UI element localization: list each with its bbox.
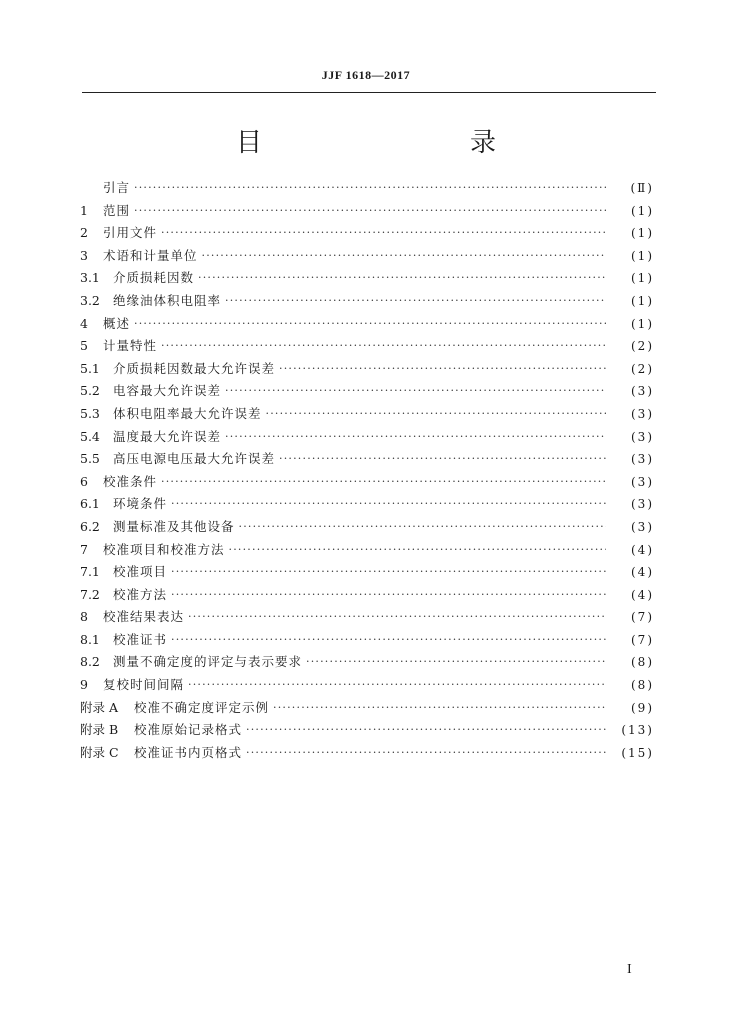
toc-entry-title: 测量不确定度的评定与表示要求 [113,654,303,670]
toc-entry-number: 7.2 [80,586,100,602]
toc-entry-page: (3) [631,384,654,399]
toc-leader-dots [134,199,606,213]
toc-entry-page: (Ⅱ) [630,181,654,195]
toc-entry[interactable] [80,335,654,358]
toc-entry-title: 电容最大允许误差 [113,383,222,399]
toc-entry-title: 温度最大允许误差 [113,428,222,444]
toc-leader-dots [225,425,606,439]
toc-entry[interactable] [80,222,654,245]
toc-entry-title: 校准结果表达 [103,609,185,625]
toc-entry-title: 环境条件 [113,496,168,512]
toc-entry[interactable] [80,177,654,200]
toc-entry[interactable] [80,313,654,336]
toc-entry-number: 5.2 [80,383,100,399]
toc-entry-title: 校准不确定度评定示例 [134,699,270,715]
toc-leader-dots [225,289,606,303]
toc-entry-title: 引言 [103,180,131,195]
toc-entry-title: 校准项目和校准方法 [103,541,225,557]
toc-entry[interactable] [80,584,654,607]
header-rule [82,92,656,93]
toc-entry-title: 复校时间间隔 [103,677,185,693]
toc-entry-page: (1) [631,248,654,263]
toc-leader-dots [171,492,606,506]
toc-entry-title: 绝缘油体积电阻率 [113,292,222,308]
toc-entry[interactable] [80,403,654,426]
toc-entry-page: (7) [631,610,654,625]
toc-entry-page: (9) [631,700,654,715]
toc-entry[interactable] [80,674,654,697]
toc-entry[interactable] [80,471,654,494]
toc-entry-title: 校准原始记录格式 [134,722,243,738]
toc-entry-page: (13) [621,723,654,738]
toc-leader-dots [171,628,606,642]
toc-entry-number: 附录 A [80,699,119,715]
toc-entry-page: (1) [631,271,654,286]
toc-leader-dots [202,244,606,258]
toc-entry-number: 5.3 [80,405,100,421]
toc-entry-title: 介质损耗因数 [113,270,195,286]
toc-entry-number: 5.4 [80,428,100,444]
toc-entry-title: 校准条件 [103,473,158,489]
toc-leader-dots [161,334,606,348]
toc-entry-page: (3) [631,497,654,512]
toc-leader-dots [134,176,606,190]
toc-entry[interactable] [80,561,654,584]
toc-entry[interactable] [80,200,654,223]
toc-entry-page: (4) [631,565,654,580]
toc-entry-title: 校准方法 [113,586,168,602]
toc-entry-page: (1) [631,316,654,331]
toc-entry-title: 高压电源电压最大允许误差 [113,451,276,467]
toc-leader-dots [246,741,606,755]
toc-leader-dots [225,379,606,393]
toc-leader-dots [161,221,606,235]
toc-leader-dots [246,718,606,732]
toc-entry[interactable] [80,448,654,471]
toc-entry[interactable] [80,267,654,290]
toc-leader-dots [188,605,606,619]
toc-leader-dots [306,650,606,664]
toc-leader-dots [161,470,606,484]
toc-entry[interactable] [80,651,654,674]
toc-entry[interactable] [80,629,654,652]
toc-entry-number: 4 [80,315,88,331]
toc-entry-number: 7 [80,541,88,557]
toc-entry-number: 7.1 [80,564,100,580]
toc-entry[interactable] [80,697,654,720]
toc-entry-title: 术语和计量单位 [103,247,198,263]
toc-leader-dots [239,515,606,529]
toc-entry-page: (2) [631,361,654,376]
toc-entry-number: 6 [80,473,88,489]
toc-leader-dots [273,696,606,710]
toc-entry-page: (15) [621,745,654,760]
toc-leader-dots [198,266,606,280]
toc-entry[interactable] [80,742,654,765]
toc-leader-dots [134,312,606,326]
toc-entry-number: 8.2 [80,654,100,670]
table-of-contents [80,177,654,764]
toc-entry[interactable] [80,380,654,403]
toc-entry-page: (8) [631,678,654,693]
toc-entry-title: 范围 [103,202,131,218]
toc-leader-dots [266,402,606,416]
toc-entry-title: 介质损耗因数最大允许误差 [113,360,276,376]
toc-entry-number: 附录 C [80,744,119,760]
toc-entry-number: 3 [80,247,88,263]
toc-entry-page: (1) [631,203,654,218]
toc-entry-page: (2) [631,339,654,354]
toc-entry[interactable] [80,516,654,539]
toc-entry-page: (3) [631,452,654,467]
toc-entry-page: (3) [631,406,654,421]
toc-entry-number: 5.5 [80,451,100,467]
toc-entry-page: (3) [631,474,654,489]
toc-leader-dots [279,357,606,371]
toc-entry-page: (4) [631,542,654,557]
toc-entry-number: 6.2 [80,518,100,534]
toc-entry-title: 测量标准及其他设备 [113,518,235,534]
toc-entry-page: (7) [631,632,654,647]
toc-entry-page: (3) [631,429,654,444]
toc-entry[interactable] [80,426,654,449]
toc-entry-number: 9 [80,677,88,693]
toc-entry-title: 引用文件 [103,225,158,241]
toc-entry[interactable] [80,719,654,742]
toc-leader-dots [229,538,606,552]
toc-entry[interactable] [80,606,654,629]
toc-entry-page: (1) [631,293,654,308]
toc-entry-number: 8.1 [80,631,100,647]
toc-entry-title: 概述 [103,315,131,331]
toc-leader-dots [279,447,606,461]
toc-entry-number: 6.1 [80,496,100,512]
toc-entry-title: 校准证书 [113,631,168,647]
toc-entry-number: 5.1 [80,360,100,376]
toc-entry[interactable] [80,245,654,268]
toc-entry-number: 附录 B [80,722,119,738]
toc-entry-title: 计量特性 [103,338,158,354]
standard-code-header: JJF 1618—2017 [321,68,411,82]
toc-entry-page: (4) [631,587,654,602]
page-number: I [627,962,632,977]
toc-entry[interactable] [80,290,654,313]
toc-entry-title: 校准项目 [113,564,168,580]
toc-entry-number: 3.2 [80,292,100,308]
toc-entry-number: 1 [80,202,88,218]
toc-entry[interactable] [80,493,654,516]
toc-entry-number: 3.1 [80,270,100,286]
toc-entry-number: 8 [80,609,88,625]
toc-leader-dots [171,560,606,574]
toc-entry[interactable] [80,358,654,381]
toc-entry-page: (8) [631,655,654,670]
toc-entry-title: 体积电阻率最大允许误差 [113,405,262,421]
toc-entry-page: (1) [631,226,654,241]
toc-title: 目 录 [235,128,548,158]
toc-entry-number: 2 [80,225,88,241]
toc-entry-page: (3) [631,519,654,534]
toc-entry-number: 5 [80,338,88,354]
toc-entry[interactable] [80,539,654,562]
toc-entry-title: 校准证书内页格式 [134,744,243,760]
toc-leader-dots [171,583,606,597]
toc-leader-dots [188,673,606,687]
